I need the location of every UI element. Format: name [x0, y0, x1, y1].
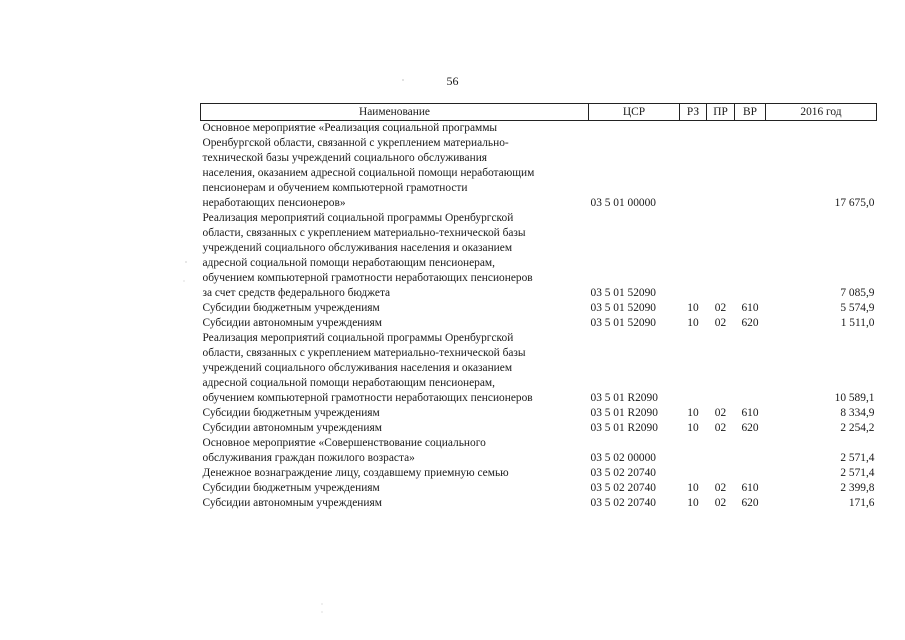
row-rz: 10: [687, 422, 699, 434]
row-name: Субсидии бюджетным учреждениям: [202, 302, 380, 314]
row-rz: 10: [687, 317, 699, 329]
row-csr: 03 5 02 20740: [590, 467, 656, 479]
row-vr: 620: [741, 317, 759, 329]
row-csr: 03 5 01 52090: [590, 287, 656, 299]
row-vr: 620: [741, 422, 759, 434]
row-name: Реализация мероприятий социальной программы Оренбургской области, связанных с укреплением материально-технической базы учреждений социального обслуживания населения и оказанием адресной социальной помощи неработающим пенсионерам, обучением компьютерной грамотности неработающих пенсионеров за счет средств федерального бюджета: [202, 212, 533, 299]
row-pr: 02: [714, 317, 727, 329]
row-name: Субсидии бюджетным учреждениям: [202, 482, 380, 494]
row-amount: 8 334,9: [840, 407, 875, 419]
scan-speck: [322, 604, 323, 605]
scan-speck: [402, 79, 403, 80]
row-name: Основное мероприятие «Совершенствование социального обслуживания граждан пожилого возраста»: [202, 437, 486, 464]
row-pr: 02: [714, 302, 727, 314]
row-amount: 17 675,0: [834, 197, 875, 209]
row-vr: 620: [741, 497, 759, 509]
row-rz: 10: [687, 482, 699, 494]
header-vr: ВР: [735, 104, 766, 121]
header-rz: РЗ: [680, 104, 707, 121]
row-amount: 2 571,4: [840, 452, 875, 464]
header-name: Наименование: [201, 104, 589, 121]
row-pr: 02: [714, 407, 727, 419]
row-csr: 03 5 01 52090: [590, 317, 656, 329]
row-name: Субсидии автономным учреждениям: [202, 497, 382, 509]
header-year: 2016 год: [766, 104, 877, 121]
row-name: Денежное вознаграждение лицу, создавшему приемную семью: [202, 467, 509, 479]
row-rz: 10: [687, 302, 699, 314]
row-csr: 03 5 02 00000: [590, 452, 656, 464]
row-csr: 03 5 01 52090: [590, 302, 656, 314]
row-amount: 2 571,4: [840, 467, 875, 479]
scan-speck: [185, 261, 186, 262]
row-amount: 1 511,0: [840, 317, 875, 329]
row-csr: 03 5 01 R2090: [590, 422, 658, 434]
row-name: Субсидии автономным учреждениям: [202, 422, 382, 434]
header-pr: ПР: [707, 104, 735, 121]
row-amount: 10 589,1: [834, 392, 875, 404]
row-amount: 7 085,9: [840, 287, 875, 299]
row-csr: 03 5 02 20740: [590, 482, 656, 494]
scan-speck: [322, 612, 323, 613]
row-name: Субсидии автономным учреждениям: [202, 317, 382, 329]
scan-speck: [184, 281, 185, 282]
page-number: 56: [446, 74, 459, 88]
row-name: Реализация мероприятий социальной программы Оренбургской области, связанных с укреплением материально-технической базы учреждений социального обслуживания населения и оказанием адресной социальной помощи неработающим пенсионерам, обучением компьютерной грамотности неработающих пенсионеров: [202, 332, 533, 404]
row-vr: 610: [741, 302, 759, 314]
row-csr: 03 5 02 20740: [590, 497, 656, 509]
row-name: Субсидии бюджетным учреждениям: [202, 407, 380, 419]
row-pr: 02: [714, 422, 727, 434]
row-amount: 5 574,9: [840, 302, 875, 314]
row-amount: 2 254,2: [840, 422, 875, 434]
row-pr: 02: [714, 482, 727, 494]
row-amount: 171,6: [848, 497, 875, 509]
row-rz: 10: [687, 497, 699, 509]
row-rz: 10: [687, 407, 699, 419]
header-csr: ЦСР: [589, 104, 680, 121]
row-csr: 03 5 01 00000: [590, 197, 656, 209]
row-pr: 02: [714, 497, 727, 509]
row-csr: 03 5 01 R2090: [590, 407, 658, 419]
row-vr: 610: [741, 482, 759, 494]
row-name: Основное мероприятие «Реализация социальной программы Оренбургской области, связанной с укреплением материально- технической базы учреждений социального обслуживания населения, оказанием адресной социальной помощи неработающим пенсионерам и обучением компьютерной грамотности неработающих пенсионеров»: [202, 122, 535, 209]
row-amount: 2 399,8: [840, 482, 875, 494]
row-csr: 03 5 01 R2090: [590, 392, 658, 404]
row-vr: 610: [741, 407, 759, 419]
